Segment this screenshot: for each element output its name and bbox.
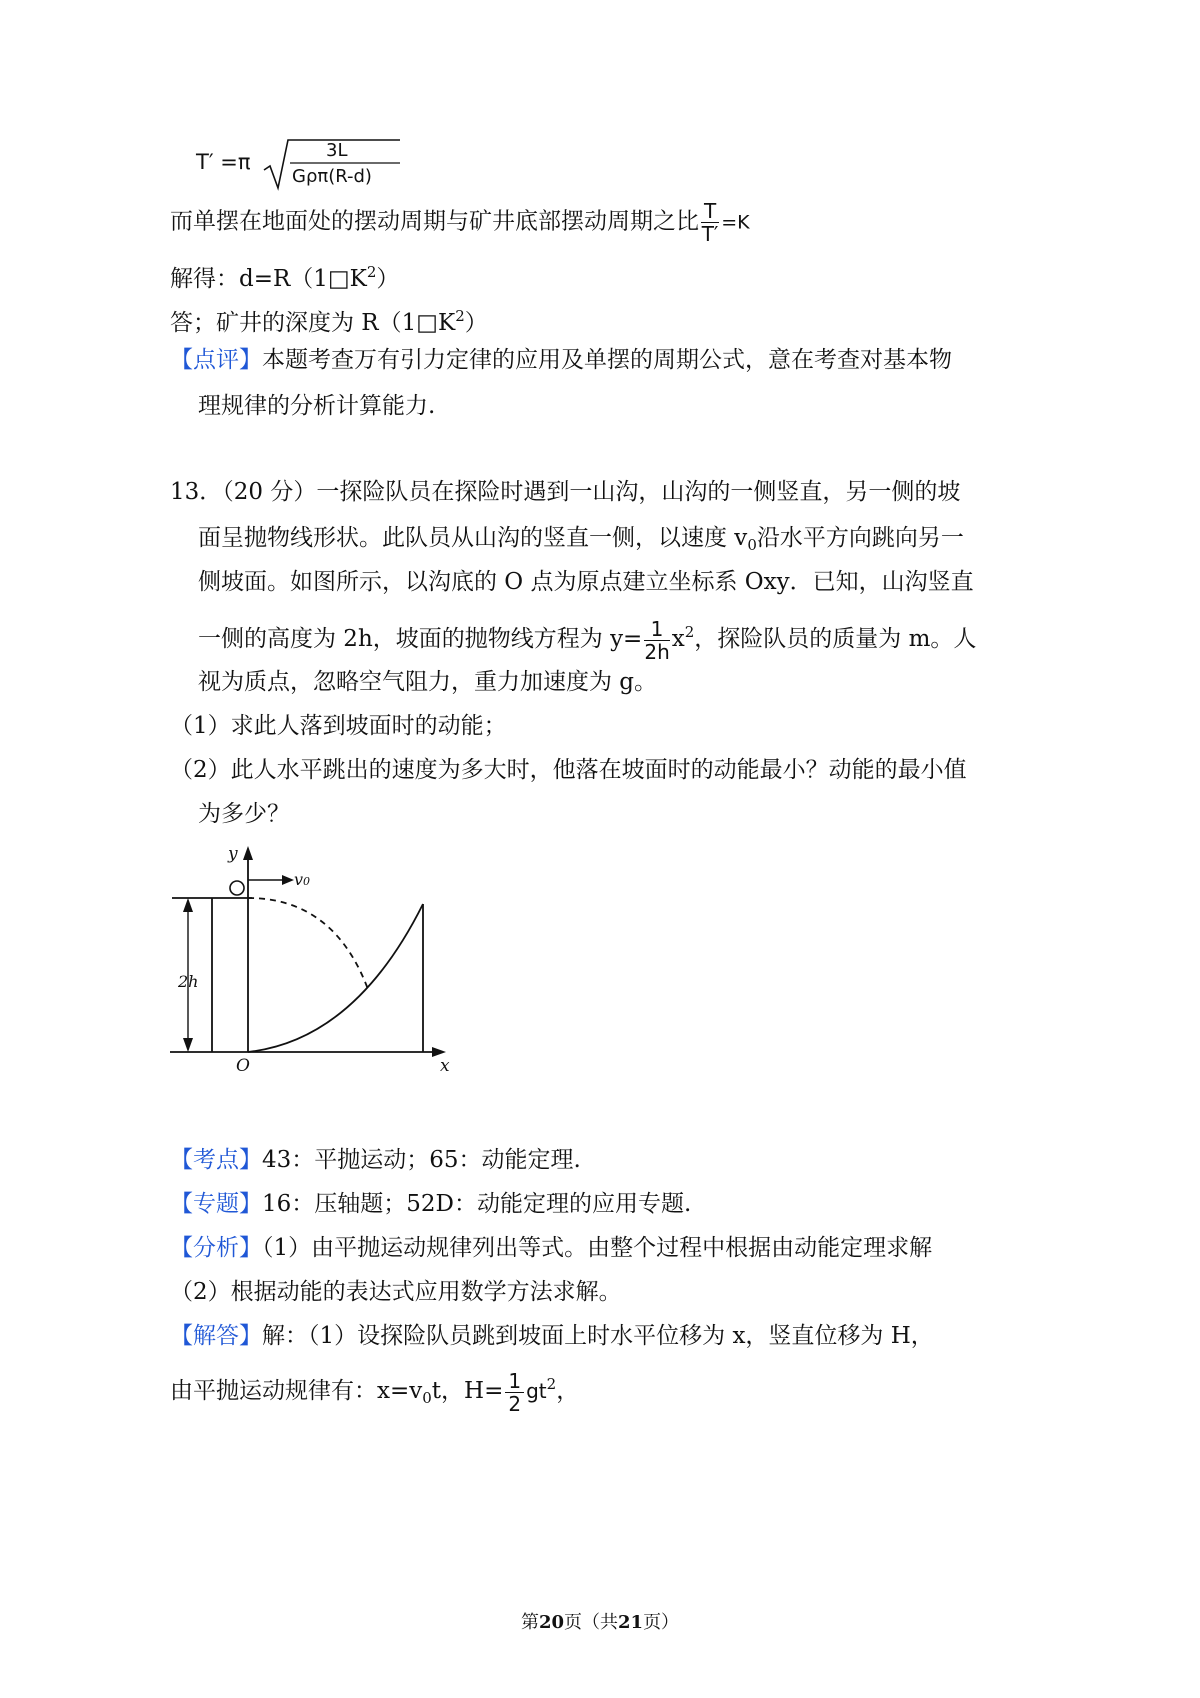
law-numerator: 1 bbox=[505, 1370, 524, 1393]
slope-curve bbox=[248, 904, 423, 1052]
question-2-text-a: （2）此人水平跳出的速度为多大时，他落在坡面时的动能最小？动能的最小值 bbox=[170, 757, 967, 783]
formula-tprime bbox=[196, 136, 416, 192]
zhuanti-tag: 【专题】 bbox=[170, 1191, 262, 1217]
page-prefix: 第 bbox=[520, 1612, 539, 1633]
parabola-fraction bbox=[644, 618, 669, 663]
law-denominator: 2 bbox=[508, 1391, 522, 1416]
question-2-text-b: 为多少？ bbox=[198, 801, 290, 827]
law-v0-sub: 0 bbox=[422, 1389, 432, 1407]
zhuanti-line bbox=[170, 1188, 691, 1220]
fenxi-line bbox=[170, 1232, 932, 1264]
figure bbox=[160, 840, 470, 1085]
problem-text-2b: 沿水平方向跳向另一 bbox=[756, 525, 964, 551]
solve-exp: 2 bbox=[366, 263, 377, 281]
ratio-numerator: T bbox=[701, 200, 719, 223]
law-text-a: 由平抛运动规律有：x=v bbox=[170, 1378, 423, 1404]
page-number bbox=[0, 1608, 1200, 1634]
law-sup: 2 bbox=[546, 1375, 557, 1393]
problem-text-1: 13．（20 分）一探险队员在探险时遇到一山沟，山沟的一侧竖直，另一侧的坡 bbox=[170, 479, 961, 505]
y-axis-label: y bbox=[228, 844, 238, 864]
ratio-rhs: =K bbox=[721, 211, 750, 234]
formula-denominator: Gρπ(R-d) bbox=[292, 166, 372, 187]
problem-text-5: 视为质点，忽略空气阻力，重力加速度为 g。 bbox=[198, 669, 658, 695]
jieda-tag: 【解答】 bbox=[170, 1323, 262, 1349]
question-2-line-2 bbox=[198, 798, 290, 830]
kaodian-tag: 【考点】 bbox=[170, 1147, 262, 1173]
answer-k: □K bbox=[416, 310, 456, 336]
ratio-fraction bbox=[701, 200, 719, 245]
comment-tag: 【点评】 bbox=[170, 347, 262, 373]
parabola-denominator: 2h bbox=[644, 639, 670, 664]
problem-text-4c: ，探险队员的质量为 m。人 bbox=[694, 626, 977, 652]
height-arrow-bottom bbox=[183, 1038, 193, 1052]
solve-k: □K bbox=[327, 266, 367, 292]
y-axis-arrow bbox=[243, 846, 253, 860]
law-line bbox=[170, 1360, 579, 1422]
origin-label: O bbox=[236, 1056, 250, 1076]
comment-text-2: 理规律的分析计算能力. bbox=[198, 393, 436, 419]
page-suffix: 页） bbox=[643, 1612, 680, 1633]
answer-prefix: 答；矿井的深度为 R（1 bbox=[170, 310, 417, 336]
problem-line-4 bbox=[198, 608, 976, 663]
problem-text-3: 侧坡面。如图所示，以沟底的 O 点为原点建立坐标系 Oxy．已知，山沟竖直 bbox=[198, 569, 974, 595]
page-current: 20 bbox=[538, 1612, 564, 1633]
answer-close: ） bbox=[464, 310, 488, 336]
fenxi-tag: 【分析】 bbox=[170, 1235, 262, 1261]
fenxi-text-2: （2）根据动能的表达式应用数学方法求解。 bbox=[170, 1279, 622, 1305]
height-arrow-top bbox=[183, 898, 193, 912]
kaodian-line bbox=[170, 1144, 581, 1176]
x-axis-label: x bbox=[440, 1056, 450, 1076]
problem-x-sup: 2 bbox=[684, 623, 695, 641]
problem-line-2 bbox=[198, 522, 964, 561]
fenxi-text: （1）由平抛运动规律列出等式。由整个过程中根据由动能定理求解 bbox=[262, 1235, 933, 1261]
question-1 bbox=[170, 710, 507, 742]
figure-svg bbox=[160, 840, 470, 1085]
parabola-numerator: 1 bbox=[644, 618, 669, 641]
comment-line-2 bbox=[198, 390, 435, 422]
law-text-b: t，H= bbox=[431, 1378, 504, 1404]
solve-prefix: 解得：d=R（1 bbox=[170, 266, 328, 292]
problem-line-3 bbox=[198, 566, 974, 598]
ratio-text: 而单摆在地面处的摆动周期与矿井底部摆动周期之比 bbox=[170, 208, 699, 235]
problem-line-5 bbox=[198, 666, 657, 698]
v0-label-main: v bbox=[294, 870, 304, 889]
problem-v0-sub: 0 bbox=[747, 536, 757, 554]
v0-label bbox=[294, 870, 310, 889]
jieda-line bbox=[170, 1320, 934, 1352]
page-mid: 页（共 bbox=[564, 1612, 618, 1633]
problem-line-1 bbox=[170, 476, 960, 508]
fenxi-line-2 bbox=[170, 1276, 622, 1308]
v0-label-sub: 0 bbox=[303, 875, 311, 888]
problem-text-4a: 一侧的高度为 2h，坡面的抛物线方程为 y= bbox=[198, 626, 643, 652]
formula-lhs: T′ =π bbox=[196, 150, 251, 174]
solve-line bbox=[170, 256, 399, 295]
answer-line bbox=[170, 300, 488, 339]
comment-text-1: 本题考查万有引力定律的应用及单摆的周期公式，意在考查对基本物 bbox=[262, 347, 952, 373]
jieda-text: 解：（1）设探险队员跳到坡面上时水平位移为 x，竖直位移为 H， bbox=[262, 1323, 934, 1349]
law-fraction bbox=[505, 1370, 524, 1415]
question-2-line-1 bbox=[170, 754, 967, 786]
kaodian-text: 43：平抛运动；65：动能定理. bbox=[262, 1147, 581, 1173]
solve-close: ） bbox=[376, 266, 400, 292]
trajectory-dashed bbox=[248, 898, 369, 992]
problem-text-2a: 面呈抛物线形状。此队员从山沟的竖直一侧，以速度 v bbox=[198, 525, 748, 551]
height-label: 2h bbox=[178, 972, 199, 991]
ratio-denominator: T′ bbox=[701, 222, 719, 246]
zhuanti-text: 16：压轴题；52D：动能定理的应用专题. bbox=[262, 1191, 692, 1217]
law-text-c: gt bbox=[526, 1379, 547, 1403]
ratio-line bbox=[170, 200, 750, 245]
formula-numerator: 3L bbox=[326, 140, 348, 161]
law-text-d: ， bbox=[556, 1378, 580, 1404]
problem-text-4b: x bbox=[671, 626, 685, 652]
answer-exp: 2 bbox=[455, 307, 465, 325]
question-1-text: （1）求此人落到坡面时的动能； bbox=[170, 713, 507, 739]
explorer-ball bbox=[230, 881, 244, 895]
page-total: 21 bbox=[618, 1612, 644, 1633]
v0-arrow-head bbox=[282, 875, 294, 885]
comment-line-1 bbox=[170, 344, 952, 376]
